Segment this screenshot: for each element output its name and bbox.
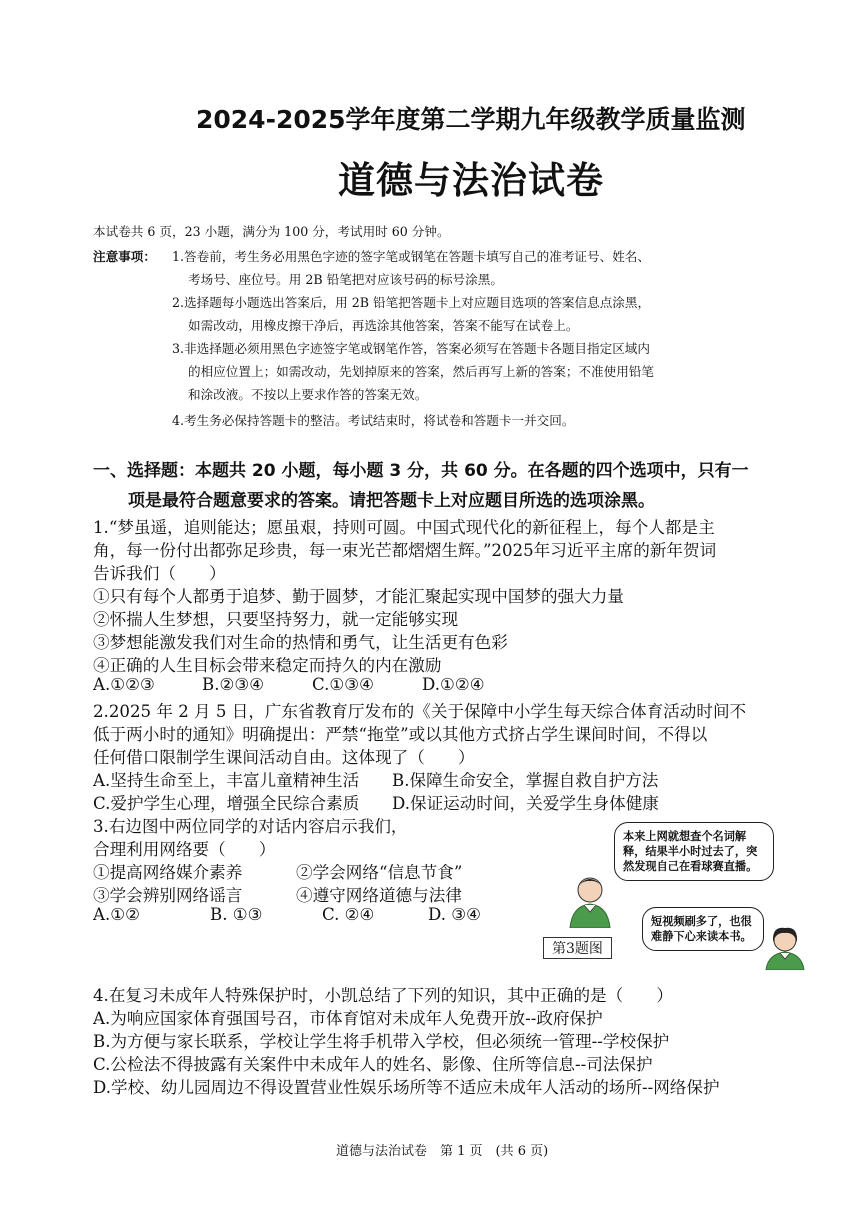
girl-illustration <box>760 924 810 970</box>
q3-statement: ②学会网络“信息节食” <box>296 863 463 882</box>
page-footer: 道德与法治试卷 第 1 页 (共 6 页) <box>336 1144 549 1159</box>
q3-option-a: A.①② <box>93 905 141 924</box>
note-line: 2.选择题每小题选出答案后，用 2B 铅笔把答题卡上对应题目选项的答案信息点涂黑， <box>172 295 651 310</box>
q2-stem-line: 低于两小时的通知》明确提出：严禁“拖堂”或以其他方式挤占学生课间时间，不得以 <box>93 725 708 744</box>
note-line: 如需改动，用橡皮擦干净后，再选涂其他答案，答案不能写在试卷上。 <box>188 318 579 333</box>
note-line: 考场号、座位号。用 2B 铅笔把对应该号码的标号涂黑。 <box>188 272 503 287</box>
subject-title: 道德与法治试卷 <box>338 159 604 202</box>
q1-stem-line: 告诉我们（ ） <box>93 564 226 583</box>
q1-option-c: C.①③④ <box>312 675 375 694</box>
q3-statement: ①提高网络媒介素养 <box>93 863 243 882</box>
q1-statement: ③梦想能激发我们对生命的热情和勇气，让生活更有色彩 <box>93 633 508 652</box>
speech-bubble-boy: 本来上网就想查个名词解释，结果半小时过去了，突然发现自己在看球赛直播。 <box>614 822 774 881</box>
exam-intro-line: 本试卷共 6 页，23 小题，满分为 100 分，考试用时 60 分钟。 <box>93 224 450 239</box>
q2-stem-line: 2.2025 年 2 月 5 日，广东省教育厅发布的《关于保障中小学生每天综合体育活动时间不 <box>93 702 747 721</box>
q4-option-d: D.学校、幼儿园周边不得设置营业性娱乐场所等不适应未成年人活动的场所--网络保护 <box>93 1078 720 1097</box>
notes-label: 注意事项： <box>93 249 156 264</box>
note-line: 3.非选择题必须用黑色字迹签字笔或钢笔作答，答案必须写在答题卡各题目指定区域内 <box>172 341 650 356</box>
q4-option-b: B.为方便与家长联系，学校让学生将手机带入学校，但必须统一管理--学校保护 <box>93 1032 670 1051</box>
q2-option-c: C.爱护学生心理，增强全民综合素质 <box>93 794 360 813</box>
section-heading-line: 项是最符合题意要求的答案。请把答题卡上对应题目所选的选项涂黑。 <box>128 491 655 511</box>
q1-statement: ②怀揣人生梦想，只要坚持努力，就一定能够实现 <box>93 610 459 629</box>
q1-statement: ①只有每个人都勇于追梦、勤于圆梦，才能汇聚起实现中国梦的强大力量 <box>93 587 624 606</box>
q1-statement: ④正确的人生目标会带来稳定而持久的内在激励 <box>93 656 442 675</box>
q3-option-c: C. ②④ <box>322 905 375 924</box>
q4-stem: 4.在复习未成年人特殊保护时，小凯总结了下列的知识，其中正确的是（ ） <box>93 986 674 1005</box>
q1-option-d: D.①②④ <box>422 675 485 694</box>
note-line: 1.答卷前，考生务必用黑色字迹的签字笔或钢笔在答题卡填写自己的准考证号、姓名、 <box>172 249 650 264</box>
q1-stem-line: 角，每一份付出都弥足珍贵，每一束光芒都熠熠生辉。”2025年习近平主席的新年贺词 <box>93 541 717 560</box>
q2-option-b: B.保障生命安全，掌握自救自护方法 <box>392 771 659 790</box>
section-heading-line: 一、选择题：本题共 20 小题，每小题 3 分，共 60 分。在各题的四个选项中，只有一 <box>93 461 749 481</box>
q4-option-c: C.公检法不得披露有关案件中未成年人的姓名、影像、住所等信息--司法保护 <box>93 1055 653 1074</box>
q2-option-d: D.保证运动时间，关爱学生身体健康 <box>392 794 659 813</box>
note-line: 的相应位置上；如需改动，先划掉原来的答案，然后再写上新的答案；不准使用铅笔 <box>188 364 654 379</box>
q2-stem-line: 任何借口限制学生课间活动自由。这体现了（ ） <box>93 748 475 767</box>
figure-caption: 第3题图 <box>543 937 612 959</box>
q1-option-b: B.②③④ <box>202 675 265 694</box>
q3-option-d: D. ③④ <box>428 905 482 924</box>
q3-stem-line: 合理利用网络要（ ） <box>93 840 276 859</box>
q2-option-a: A.坚持生命至上，丰富儿童精神生活 <box>93 771 360 790</box>
q3-statement: ③学会辨别网络谣言 <box>93 886 243 905</box>
q3-stem-line: 3.右边图中两位同学的对话内容启示我们， <box>93 817 408 836</box>
q4-option-a: A.为响应国家体育强国号召，市体育馆对未成年人免费开放--政府保护 <box>93 1009 603 1028</box>
note-line: 4.考生务必保持答题卡的整洁。考试结束时，将试卷和答题卡一并交回。 <box>172 413 575 428</box>
q1-stem-line: 1.“梦虽遥，追则能达；愿虽艰，持则可圆。中国式现代化的新征程上，每个人都是主 <box>93 518 715 537</box>
q3-option-b: B. ①③ <box>210 905 263 924</box>
speech-bubble-girl: 短视频刷多了，也很难静下心来读本书。 <box>642 907 764 951</box>
q3-statement: ④遵守网络道德与法律 <box>296 886 462 905</box>
boy-illustration <box>560 872 620 928</box>
q1-option-a: A.①②③ <box>93 675 155 694</box>
exam-header-title: 2024-2025学年度第二学期九年级教学质量监测 <box>196 105 746 134</box>
note-line: 和涂改液。不按以上要求作答的答案无效。 <box>188 387 428 402</box>
